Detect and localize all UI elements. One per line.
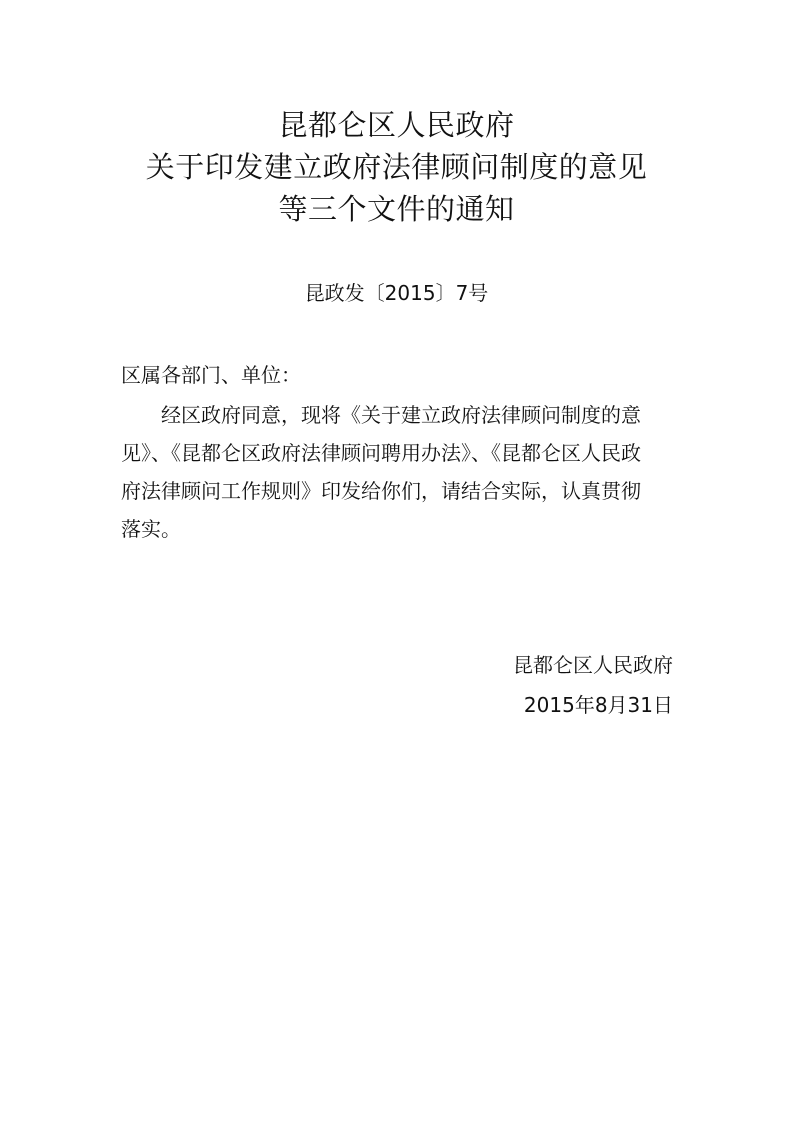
signature-block xyxy=(513,645,673,725)
document-number: 昆政发〔2015〕7号 xyxy=(304,281,489,305)
salutation: 区属各部门、单位： xyxy=(121,363,301,387)
issuer-name: 昆都仑区人民政府 xyxy=(513,653,673,677)
body-line: 经区政府同意，现将《关于建立政府法律顾问制度的意 xyxy=(161,403,641,427)
title-line-issuer: 昆都仑区人民政府 xyxy=(278,108,515,142)
body-line: 府法律顾问工作规则》印发给你们，请结合实际，认真贯彻 xyxy=(121,479,641,503)
body-line: 见》、《昆都仑区政府法律顾问聘用办法》、《昆都仑区人民政 xyxy=(121,441,641,465)
title-line-subject-cont: 等三个文件的通知 xyxy=(278,192,515,226)
body-line: 落实。 xyxy=(121,517,181,541)
document-title xyxy=(0,104,793,230)
body-paragraph xyxy=(121,396,681,548)
issue-date: 2015年8月31日 xyxy=(523,693,673,717)
title-line-subject: 关于印发建立政府法律顾问制度的意见 xyxy=(145,150,648,184)
